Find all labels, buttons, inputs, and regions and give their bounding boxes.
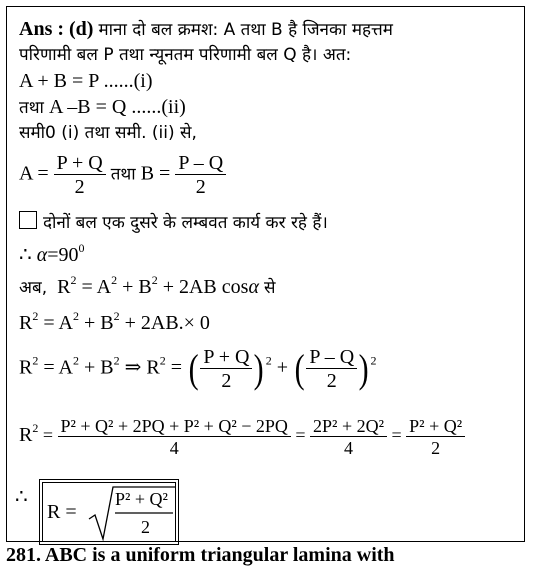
paren-sup-2: 2 (370, 353, 377, 368)
b-fraction (175, 153, 226, 197)
expanded-den: 4 (169, 438, 179, 458)
r-symbol-2: R (19, 312, 33, 334)
r-sup-3: 2 (32, 353, 39, 368)
r-equals: R = (47, 501, 77, 523)
r-sup-2: 2 (32, 309, 39, 323)
a-sup-1: 2 (111, 273, 118, 287)
final-num: P² + Q² (406, 417, 465, 437)
b-numerator: P – Q (175, 153, 226, 175)
tatha-word-2: तथा (110, 164, 136, 185)
a-sup-3: 2 (72, 353, 79, 368)
simplified-den: 4 (344, 438, 354, 458)
simplified-fraction (310, 417, 387, 457)
pq-minus-den: 2 (326, 370, 337, 392)
right-paren-2: ) (358, 346, 369, 391)
plus-b-3: + B (83, 356, 114, 379)
perpendicular-statement (19, 211, 328, 232)
tatha-word: तथा (19, 98, 44, 118)
alpha-symbol: α (36, 244, 48, 266)
a-sup-2: 2 (72, 309, 79, 323)
answer-label: Ans : (d) (19, 18, 94, 40)
resultant-expanded (19, 417, 465, 457)
a-numerator: P + Q (54, 153, 106, 175)
b-sup-1: 2 (151, 273, 158, 287)
pq-plus-num: P + Q (200, 347, 252, 369)
a-lhs: A = (19, 162, 49, 185)
answer-text-1: माना दो बल क्रमश: A तथा B है जिनका महत्तम (98, 20, 393, 40)
therefore-icon: ∴ (19, 244, 32, 266)
resultant-substituted (19, 309, 210, 334)
eq-sign-3: = (170, 356, 182, 379)
eq-sign-4b: = (295, 425, 306, 446)
alpha-value: =90 (47, 244, 79, 266)
eq-a-1: = A (81, 276, 112, 298)
paren-sup-1: 2 (265, 353, 272, 368)
b-lhs: B = (140, 162, 171, 185)
final-fraction (406, 417, 465, 457)
equation-ii (19, 97, 186, 117)
resultant-general (19, 273, 276, 298)
eq-sign-4c: = (391, 425, 402, 446)
sqrt-den: 2 (141, 517, 150, 537)
r-sup-5: 2 (32, 421, 39, 436)
checkbox-icon (19, 211, 37, 229)
final-answer-box-inner (42, 482, 176, 542)
zero-term: + 2AB.× 0 (124, 312, 210, 334)
plus-sign: + (276, 356, 289, 379)
perpendicular-text: दोनों बल एक दुसरे के लम्बवत कार्य कर रहे हैं। (43, 213, 328, 233)
expanded-num: P² + Q² + 2PQ + P² + Q² − 2PQ (58, 417, 291, 437)
ab-word: अब, (19, 278, 48, 298)
therefore-icon-2: ∴ (15, 486, 28, 508)
final-answer-box (39, 479, 179, 545)
answer-line-2: परिणामी बल P तथा न्यूनतम परिणामी बल Q है। अत: (19, 45, 352, 65)
se-word: से (263, 278, 276, 298)
final-answer (15, 487, 28, 507)
implies-r: ⇒ R (124, 356, 160, 379)
r-sup-4: 2 (159, 353, 166, 368)
expanded-fraction (58, 417, 291, 457)
equation-ii-expr: A –B = Q ......(ii) (48, 96, 186, 118)
answer-line-1 (19, 19, 393, 39)
pq-plus-fraction (200, 347, 252, 391)
next-question-fragment: 281. ABC is a uniform triangular lamina with (6, 544, 395, 566)
b-sup-3: 2 (113, 353, 120, 368)
sqrt-num: P² + Q² (115, 489, 168, 509)
final-den: 2 (431, 438, 441, 458)
eq-a-3: = A (43, 356, 73, 379)
resultant-squared (19, 347, 377, 391)
r-symbol-4: R (19, 424, 33, 447)
r-symbol-1: R (57, 276, 71, 298)
cos-term: + 2AB cos (162, 276, 249, 298)
b-sup-2: 2 (113, 309, 120, 323)
pq-minus-num: P – Q (306, 347, 357, 369)
alpha-symbol-2: α (248, 276, 259, 298)
pq-plus-den: 2 (221, 370, 232, 392)
a-denominator: 2 (74, 176, 85, 198)
b-denominator: 2 (195, 176, 206, 198)
r-sup-1: 2 (70, 273, 77, 287)
right-paren-1: ) (254, 346, 265, 391)
plus-b-2: + B (83, 312, 114, 334)
r-symbol-3: R (19, 356, 33, 379)
eq-sign-4a: = (42, 425, 53, 446)
answer-line-5: समी0 (i) तथा समी. (ii) से, (19, 123, 197, 143)
left-paren-2: ( (294, 346, 305, 391)
left-paren-1: ( (188, 346, 199, 391)
degree-sup: 0 (78, 241, 85, 255)
pq-minus-fraction (306, 347, 357, 391)
simplified-num: 2P² + 2Q² (310, 417, 387, 437)
equation-i: A + B = P ......(i) (19, 70, 153, 92)
eq-a-2: = A (43, 312, 73, 334)
plus-b-1: + B (122, 276, 152, 298)
a-b-solution (19, 153, 226, 197)
alpha-line (19, 241, 85, 266)
a-fraction (54, 153, 106, 197)
answer-box (6, 6, 525, 542)
